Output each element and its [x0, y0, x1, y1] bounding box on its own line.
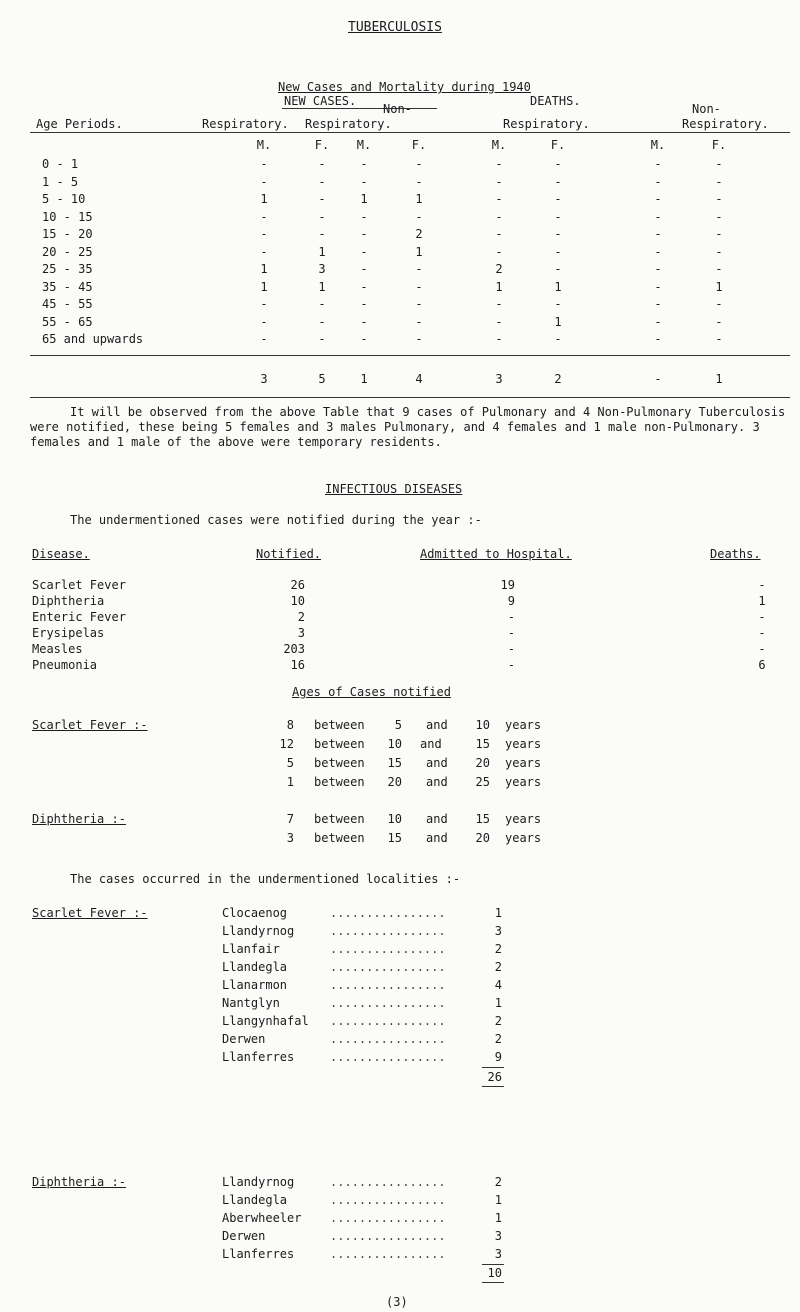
- notified-count: 16: [290, 658, 305, 672]
- tb-cell: -: [495, 192, 503, 206]
- locality-count: 9: [494, 1050, 502, 1064]
- age-from: 20: [387, 775, 402, 789]
- loc-scarlet-label: Scarlet Fever :-: [32, 906, 148, 920]
- locality-total: 26: [487, 1070, 502, 1084]
- localities-intro: The cases occurred in the undermentioned localities :-: [70, 872, 461, 886]
- deaths-count: 6: [758, 658, 766, 672]
- years-word: years: [505, 737, 542, 751]
- between-word: between: [314, 831, 365, 845]
- locality-place: Nantglyn: [222, 996, 280, 1010]
- disease-name: Diphtheria: [32, 594, 105, 608]
- locality-count: 1: [494, 996, 502, 1010]
- locality-place: Clocaenog: [222, 906, 288, 920]
- tb-cell: 1: [318, 279, 326, 294]
- and-word: and: [426, 775, 448, 789]
- locality-count: 3: [494, 1247, 502, 1261]
- tb-cell: -: [360, 314, 368, 329]
- age-to: 20: [475, 831, 490, 845]
- ages-diphtheria-label: Diphtheria :-: [32, 812, 126, 826]
- tb-cell: -: [415, 262, 423, 276]
- and-word: and: [426, 718, 448, 732]
- tb-cell: -: [554, 227, 562, 241]
- locality-count: 2: [494, 1032, 502, 1046]
- locality-place: Llandegla: [222, 960, 288, 974]
- sex-label: M.: [256, 138, 272, 152]
- tb-cell: 1: [495, 279, 503, 294]
- locality-count: 1: [494, 906, 502, 920]
- and-word: and: [426, 756, 448, 770]
- tb-cell: -: [715, 297, 723, 311]
- tb-cell: -: [654, 244, 662, 259]
- dot-leader: ................: [330, 1211, 446, 1225]
- age-to: 20: [475, 756, 490, 770]
- tb-cell: -: [715, 157, 723, 171]
- locality-place: Derwen: [222, 1229, 266, 1243]
- tb-cell: -: [260, 244, 268, 259]
- tb-cell: -: [654, 279, 662, 294]
- admitted-count: -: [507, 658, 515, 672]
- dot-leader: ................: [330, 942, 446, 956]
- locality-count: 2: [494, 1014, 502, 1028]
- age-from: 10: [387, 812, 402, 826]
- tb-cell: -: [360, 174, 368, 189]
- ages-heading: Ages of Cases notified: [292, 685, 451, 699]
- tb-cell: -: [495, 157, 503, 171]
- locality-total: 10: [487, 1266, 502, 1280]
- dot-leader: ................: [330, 996, 446, 1010]
- tb-cell: -: [654, 192, 662, 206]
- tb-cell: -: [715, 332, 723, 346]
- sex-label: M.: [491, 138, 507, 152]
- tb-total: 2: [554, 372, 562, 386]
- tb-cell: -: [495, 227, 503, 241]
- sex-label: M.: [356, 138, 372, 152]
- deaths-count: 1: [758, 594, 766, 608]
- tb-cell: -: [415, 314, 423, 329]
- locality-place: Llanfair: [222, 942, 280, 956]
- page-number: (3): [386, 1295, 408, 1309]
- tb-cell: -: [318, 209, 326, 224]
- non-label-deaths: Non-: [692, 102, 721, 116]
- notified-count: 3: [297, 626, 305, 640]
- between-word: between: [314, 775, 365, 789]
- notified-count: 26: [290, 578, 305, 592]
- between-word: between: [314, 812, 365, 826]
- years-word: years: [505, 812, 542, 826]
- age-period: 5 - 10: [42, 192, 86, 206]
- tb-cell: -: [260, 314, 268, 329]
- tb-cell: -: [554, 192, 562, 206]
- sex-label: M.: [650, 138, 666, 152]
- tb-cell: -: [554, 262, 562, 276]
- deaths-count: -: [758, 642, 766, 656]
- tb-cell: -: [360, 262, 368, 276]
- respiratory-deaths: Respiratory.: [503, 117, 590, 131]
- tb-cell: 1: [318, 244, 326, 259]
- loc-diphtheria-label: Diphtheria :-: [32, 1175, 126, 1189]
- tb-total: 1: [360, 372, 368, 386]
- notified-count: 203: [283, 642, 305, 656]
- tb-cell: -: [260, 297, 268, 311]
- tb-cell: 1: [715, 279, 723, 294]
- tb-cell: -: [495, 209, 503, 224]
- tb-cell: -: [715, 244, 723, 259]
- locality-count: 2: [494, 960, 502, 974]
- locality-place: Llanferres: [222, 1247, 295, 1261]
- disease-name: Pneumonia: [32, 658, 98, 672]
- tb-cell: -: [715, 262, 723, 276]
- tb-cell: 3: [318, 262, 326, 276]
- tb-cell: -: [654, 157, 662, 171]
- age-from: 5: [394, 718, 402, 732]
- tb-total: 5: [318, 372, 326, 386]
- infectious-intro: The undermentioned cases were notified during the year :-: [70, 513, 482, 527]
- tb-total: -: [654, 372, 662, 386]
- respiratory-new: Respiratory.: [202, 117, 289, 131]
- tb-cell: 1: [554, 314, 562, 329]
- age-to: 10: [475, 718, 490, 732]
- tb-cell: -: [654, 174, 662, 189]
- age-count: 1: [286, 775, 294, 789]
- age-period: 25 - 35: [42, 262, 93, 276]
- age-to: 15: [475, 737, 490, 751]
- sex-label: F.: [550, 138, 566, 152]
- age-from: 15: [387, 831, 402, 845]
- age-from: 10: [387, 737, 402, 751]
- age-to: 15: [475, 812, 490, 826]
- tb-cell: 1: [415, 244, 423, 259]
- disease-name: Enteric Fever: [32, 610, 126, 624]
- tb-cell: -: [360, 244, 368, 259]
- tb-cell: -: [654, 262, 662, 276]
- dot-leader: ................: [330, 960, 446, 974]
- dot-leader: ................: [330, 1014, 446, 1028]
- tb-cell: 1: [260, 279, 268, 294]
- age-from: 15: [387, 756, 402, 770]
- tb-cell: -: [260, 209, 268, 224]
- tb-total: 3: [495, 372, 503, 386]
- admitted-count: -: [507, 642, 515, 656]
- tb-cell: -: [654, 332, 662, 346]
- tb-cell: -: [318, 157, 326, 171]
- page-title: TUBERCULOSIS: [348, 20, 442, 35]
- and-word: and: [426, 831, 448, 845]
- tb-cell: -: [495, 244, 503, 259]
- tb-cell: -: [715, 209, 723, 224]
- locality-place: Llandyrnog: [222, 924, 295, 938]
- col-admitted: Admitted to Hospital.: [420, 547, 572, 561]
- age-period: 1 - 5: [42, 174, 79, 189]
- age-period: 0 - 1: [42, 157, 79, 171]
- notified-count: 10: [290, 594, 305, 608]
- tb-cell: -: [415, 157, 423, 171]
- locality-count: 1: [494, 1211, 502, 1225]
- tb-cell: -: [654, 227, 662, 241]
- tb-cell: -: [260, 332, 268, 346]
- tb-cell: -: [554, 244, 562, 259]
- tb-cell: -: [554, 332, 562, 346]
- tb-cell: -: [415, 332, 423, 346]
- tb-cell: -: [654, 297, 662, 311]
- years-word: years: [505, 756, 542, 770]
- tb-paragraph: It will be observed from the above Table that 9 cases of Pulmonary and 4 Non-Pulmonary Tuberculosis were notified, these being 5 females and 3 males Pulmonary, and 4 females and 1 male non-Pulmonary. 3 females and 1 male of the above were temporary residents.: [30, 405, 786, 449]
- dot-leader: ................: [330, 924, 446, 938]
- tb-cell: -: [360, 209, 368, 224]
- age-period: 65 and upwards: [42, 332, 144, 346]
- tb-cell: -: [415, 209, 423, 224]
- sex-label: F.: [411, 138, 427, 152]
- tb-cell: -: [318, 332, 326, 346]
- tb-cell: -: [495, 314, 503, 329]
- tb-total: 3: [260, 372, 268, 386]
- sex-label: F.: [711, 138, 727, 152]
- between-word: between: [314, 756, 365, 770]
- tb-cell: 2: [495, 262, 503, 276]
- dot-leader: ................: [330, 1229, 446, 1243]
- tb-cell: -: [554, 174, 562, 189]
- tb-cell: 1: [554, 279, 562, 294]
- admitted-count: -: [507, 626, 515, 640]
- non-respiratory-deaths: Respiratory.: [682, 117, 769, 131]
- locality-count: 3: [494, 924, 502, 938]
- between-word: between: [314, 737, 365, 751]
- age-period: 35 - 45: [42, 279, 93, 294]
- tb-cell: 1: [415, 192, 423, 206]
- years-word: years: [505, 831, 542, 845]
- subtitle: New Cases and Mortality during 1940: [278, 80, 531, 94]
- infectious-heading: INFECTIOUS DISEASES: [325, 482, 463, 496]
- locality-place: Llandyrnog: [222, 1175, 295, 1189]
- tb-cell: -: [415, 297, 423, 311]
- years-word: years: [505, 718, 542, 732]
- tb-cell: -: [360, 279, 368, 294]
- deaths-count: -: [758, 610, 766, 624]
- tb-cell: -: [715, 174, 723, 189]
- dot-leader: ................: [330, 1193, 446, 1207]
- tb-total: 4: [415, 372, 423, 386]
- and-word: and: [426, 812, 448, 826]
- tb-cell: -: [318, 314, 326, 329]
- notified-count: 2: [297, 610, 305, 624]
- locality-place: Llanferres: [222, 1050, 295, 1064]
- tb-cell: -: [260, 174, 268, 189]
- age-count: 5: [286, 756, 294, 770]
- age-periods-header: Age Periods.: [36, 117, 123, 131]
- col-disease: Disease.: [32, 547, 90, 561]
- age-period: 55 - 65: [42, 314, 93, 329]
- age-period: 20 - 25: [42, 244, 93, 259]
- deaths-count: -: [758, 626, 766, 640]
- non-respiratory-new: Respiratory.: [305, 117, 392, 131]
- tb-cell: -: [554, 297, 562, 311]
- dot-leader: ................: [330, 978, 446, 992]
- disease-name: Measles: [32, 642, 83, 656]
- and-word: and: [420, 737, 442, 751]
- locality-count: 2: [494, 1175, 502, 1189]
- locality-place: Derwen: [222, 1032, 266, 1046]
- tb-cell: -: [654, 314, 662, 329]
- tb-cell: -: [495, 332, 503, 346]
- age-period: 15 - 20: [42, 227, 93, 241]
- tb-cell: -: [360, 227, 368, 241]
- deaths-header: DEATHS.: [530, 94, 581, 108]
- tb-cell: 1: [260, 192, 268, 206]
- age-period: 45 - 55: [42, 297, 93, 311]
- tb-cell: -: [360, 157, 368, 171]
- tb-cell: 1: [260, 262, 268, 276]
- tb-cell: -: [360, 297, 368, 311]
- tb-cell: -: [495, 297, 503, 311]
- locality-place: Llanarmon: [222, 978, 288, 992]
- admitted-count: 9: [507, 594, 515, 608]
- new-cases-header: NEW CASES.: [284, 94, 357, 108]
- between-word: between: [314, 718, 365, 732]
- tb-cell: -: [415, 174, 423, 189]
- age-period: 10 - 15: [42, 209, 93, 224]
- sex-label: F.: [314, 138, 330, 152]
- locality-place: Llandegla: [222, 1193, 288, 1207]
- tb-cell: 1: [360, 192, 368, 206]
- dot-leader: ................: [330, 1247, 446, 1261]
- locality-count: 2: [494, 942, 502, 956]
- admitted-count: 19: [500, 578, 515, 592]
- age-count: 3: [286, 831, 294, 845]
- tb-cell: -: [260, 157, 268, 171]
- locality-count: 4: [494, 978, 502, 992]
- tb-cell: -: [260, 227, 268, 241]
- tb-cell: -: [318, 174, 326, 189]
- tb-cell: 2: [415, 227, 423, 241]
- years-word: years: [505, 775, 542, 789]
- col-deaths: Deaths.: [710, 547, 761, 561]
- tb-cell: -: [715, 314, 723, 329]
- tb-cell: -: [318, 227, 326, 241]
- ages-scarlet-label: Scarlet Fever :-: [32, 718, 148, 732]
- deaths-count: -: [758, 578, 766, 592]
- tb-cell: -: [654, 209, 662, 224]
- disease-name: Erysipelas: [32, 626, 105, 640]
- dot-leader: ................: [330, 906, 446, 920]
- non-label-new: Non-: [383, 102, 412, 116]
- tb-cell: -: [554, 209, 562, 224]
- tb-cell: -: [318, 192, 326, 206]
- tb-cell: -: [360, 332, 368, 346]
- age-count: 12: [279, 737, 294, 751]
- tb-cell: -: [715, 227, 723, 241]
- tb-cell: -: [318, 297, 326, 311]
- disease-name: Scarlet Fever: [32, 578, 126, 592]
- dot-leader: ................: [330, 1175, 446, 1189]
- age-count: 8: [286, 718, 294, 732]
- tb-cell: -: [715, 192, 723, 206]
- locality-count: 3: [494, 1229, 502, 1243]
- col-notified: Notified.: [256, 547, 322, 561]
- locality-place: Aberwheeler: [222, 1211, 302, 1225]
- tb-cell: -: [554, 157, 562, 171]
- age-to: 25: [475, 775, 490, 789]
- locality-place: Llangynhafal: [222, 1014, 309, 1028]
- dot-leader: ................: [330, 1050, 446, 1064]
- tb-cell: -: [415, 279, 423, 294]
- admitted-count: -: [507, 610, 515, 624]
- tb-cell: -: [495, 174, 503, 189]
- locality-count: 1: [494, 1193, 502, 1207]
- tb-total: 1: [715, 372, 723, 386]
- age-count: 7: [286, 812, 294, 826]
- dot-leader: ................: [330, 1032, 446, 1046]
